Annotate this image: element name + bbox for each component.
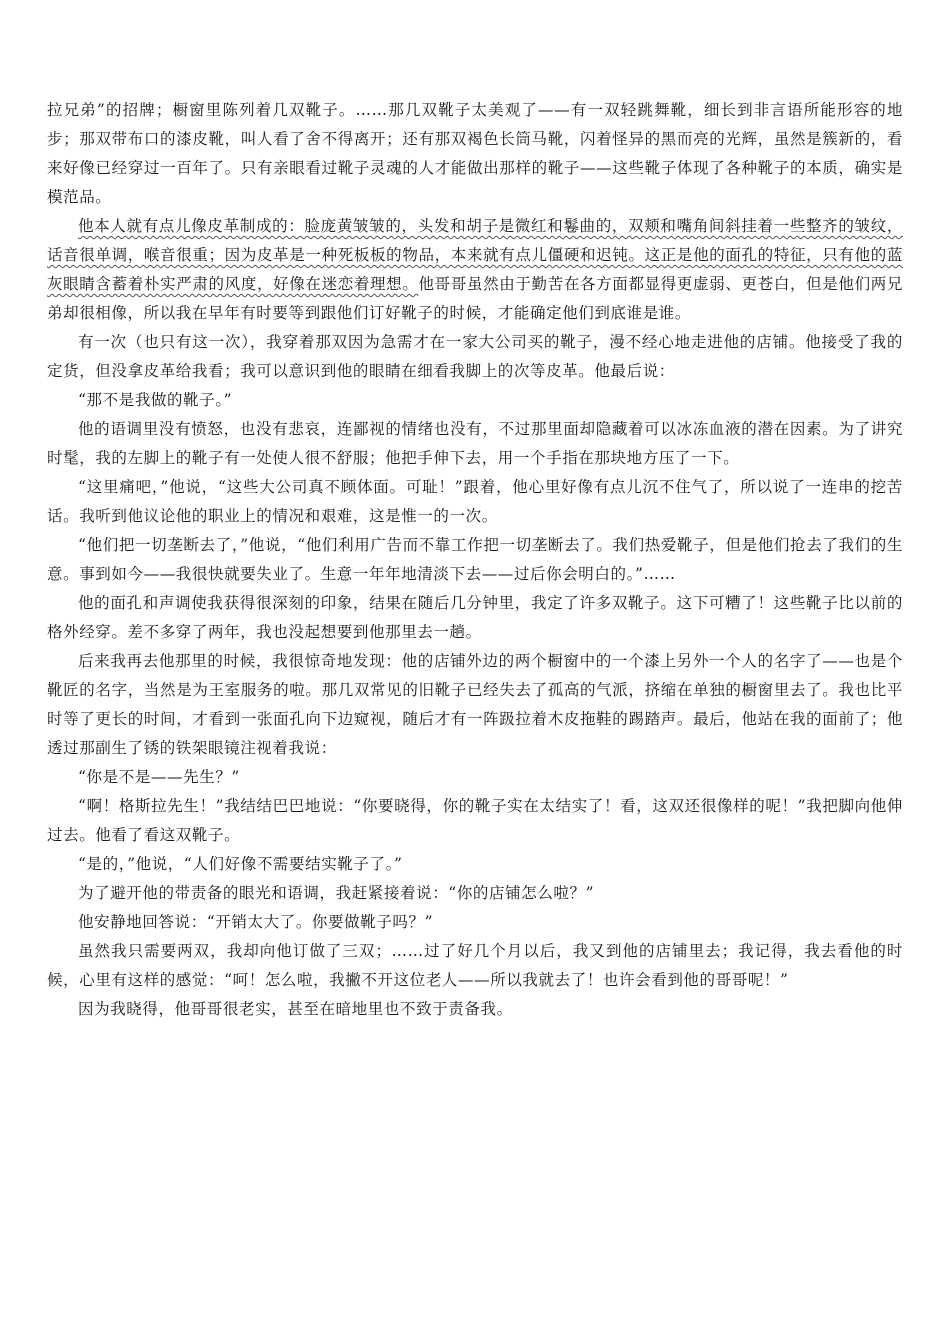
text-body [47, 96, 903, 1024]
paragraph: 他的面孔和声调使我获得很深刻的印象，结果在随后几分钟里，我定了许多双靴子。这下可糟了！这些靴子比以前的格外经穿。差不多穿了两年，我也没起想要到他那里去一趟。 [47, 594, 903, 641]
paragraph: 后来我再去他那里的时候，我很惊奇地发现：他的店铺外边的两个橱窗中的一个漆上另外一个人的名字了——也是个靴匠的名字，当然是为王室服务的啦。那几双常见的旧靴子已经失去了孤高的气派，挤缩在单独的橱窗里去了。我也比平时等了更长的时间，才看到一张面孔向下边窥视，随后才有一阵趿拉着木皮拖鞋的踢踏声。最后，他站在我的面前了；他透过那副生了锈的铁架眼镜注视着我说： [47, 652, 903, 757]
paragraph: 他的语调里没有愤怒，也没有悲哀，连鄙视的情绪也没有，不过那里面却隐藏着可以冰冻血液的潜在因素。为了讲究时髦，我的左脚上的靴子有一处使人很不舒服；他把手伸下去，用一个手指在那块地方压了一下。 [47, 420, 903, 467]
wavy-underlined-passage: 他本人就有点儿像皮革制成的：脸庞黄皱皱的，头发和胡子是微红和鬈曲的，双颊和嘴角间斜挂着一些整齐的皱纹，话音很单调，喉音很重；因为皮革是一种死板板的物品，本来就有点儿僵硬和迟钝。这正是他的面孔的特征，只有他的蓝灰眼睛含蓄着朴实严肃的风度，好像在迷恋着理想。 [47, 217, 903, 293]
paragraph-dialogue: “他们把一切垄断去了，”他说，“他们利用广告而不靠工作把一切垄断去了。我们热爱靴子，但是他们抢去了我们的生意。事到如今——我很快就要失业了。生意一年年地清淡下去——过后你会明白的。”…… [47, 536, 903, 583]
paragraph: 因为我晓得，他哥哥很老实，甚至在暗地里也不致于责备我。 [78, 1000, 513, 1018]
paragraph-dialogue: “你是不是——先生？” [78, 768, 240, 786]
paragraph: 有一次（也只有这一次），我穿着那双因为急需才在一家大公司买的靴子，漫不经心地走进他的店铺。他接受了我的定货，但没拿皮革给我看；我可以意识到他的眼睛在细看我脚上的次等皮革。他最后说： [47, 333, 903, 380]
paragraph-dialogue: “那不是我做的靴子。” [78, 391, 233, 409]
paragraph-description-rest: 他哥哥虽然由于勤苦在各方面都显得更虚弱、更苍白，但是他们两兄弟却很相像，所以我在早年有时要等到跟他们订好靴子的时候，才能确定他们到底谁是谁。 [47, 275, 903, 322]
paragraph-dialogue: “这里痛吧，”他说，“这些大公司真不顾体面。可耻！”跟着，他心里好像有点儿沉不住气了，所以说了一连串的挖苦话。我听到他议论他的职业上的情况和艰难，这是惟一的一次。 [47, 478, 903, 525]
paragraph: 虽然我只需要两双，我却向他订做了三双；……过了好几个月以后，我又到他的店铺里去；我记得，我去看他的时候，心里有这样的感觉：“呵！怎么啦，我撇不开这位老人——所以我就去了！也许会看到他的哥哥呢！” [47, 942, 903, 989]
paragraph-dialogue: “是的，”他说，“人们好像不需要结实靴子了。” [78, 855, 403, 873]
paragraph-dialogue: 为了避开他的带责备的眼光和语调，我赶紧接着说：“你的店铺怎么啦？” [78, 884, 595, 902]
paragraph-dialogue: “啊！格斯拉先生！”我结结巴巴地说：“你要晓得，你的靴子实在太结实了！看，这双还很像样的呢！”我把脚向他伸过去。他看了看这双靴子。 [47, 797, 903, 844]
paragraph-description [47, 212, 903, 328]
paragraph-dialogue: 他安静地回答说：“开销太大了。你要做靴子吗？” [78, 913, 434, 931]
paragraph-continuation: 拉兄弟”的招牌；橱窗里陈列着几双靴子。……那几双靴子太美观了——有一双轻跳舞靴，细长到非言语所能形容的地步；那双带布口的漆皮靴，叫人看了舍不得离开；还有那双褐色长筒马靴，闪着怪异的黑而亮的光辉，虽然是簇新的，看来好像已经穿过一百年了。只有亲眼看过靴子灵魂的人才能做出那样的靴子——这些靴子体现了各种靴子的本质，确实是模范品。 [47, 101, 903, 206]
